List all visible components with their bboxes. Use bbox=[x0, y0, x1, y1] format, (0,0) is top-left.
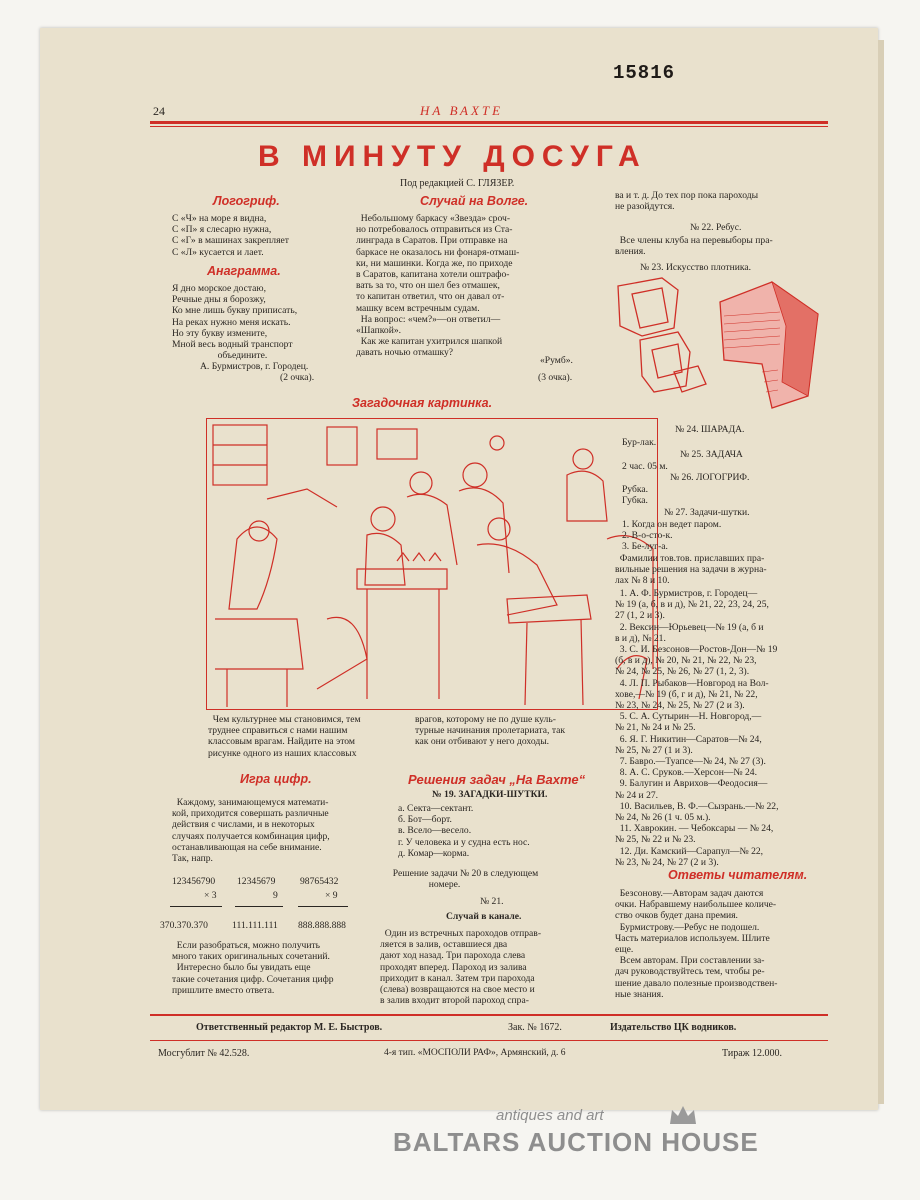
example-3-multiplier: × 9 bbox=[325, 890, 338, 901]
editor-line: Под редакцией С. ГЛЯЗЕР. bbox=[400, 178, 515, 189]
rebus-answer: Все члены клуба на перевыборы пра- вления. bbox=[615, 235, 773, 258]
anagramma-heading: Анаграмма. bbox=[207, 264, 281, 278]
illustration-drawing bbox=[207, 419, 657, 709]
example-2-number: 12345679 bbox=[237, 876, 276, 887]
solution-21-heading: № 21. bbox=[480, 896, 504, 907]
example-2-multiplier: 9 bbox=[273, 890, 278, 901]
inventory-stamp: 15816 bbox=[613, 62, 676, 84]
picture-heading: Загадочная картинка. bbox=[352, 396, 493, 410]
logogrif-text: С «Ч» на море я видна, С «П» я слесарю нужна, С «Г» в машинах закрепляет С «Л» кусается и лает. bbox=[172, 213, 289, 258]
example-3-result: 888.888.888 bbox=[298, 920, 346, 931]
header-rule-top bbox=[150, 121, 828, 124]
footer-circulation: Тираж 12.000. bbox=[722, 1048, 783, 1059]
solution-20-note: Решение задачи № 20 в следующем номере. bbox=[392, 868, 539, 891]
watermark-tagline: antiques and art bbox=[496, 1107, 604, 1124]
igra-text: Каждому, занимающемуся математи- кой, приходится совершать различные действия с числами, и в некоторых случаях получается комбинация цифр, останавливающая на себе внимание. Так, напр. bbox=[172, 797, 330, 865]
answer-27: 1. Когда он ведет паром. 2. В-о-сто-к. 3. Бе-луг-а. bbox=[622, 519, 722, 553]
answer-25-heading: № 25. ЗАДАЧА bbox=[680, 449, 743, 460]
picture-caption-right: врагов, которому не по душе куль- турные начинания пролетариата, так как они отбивают у него доходы. bbox=[415, 714, 566, 748]
solution-21-text: Один из встречных пароходов отправ- ляется в залив, оставшиеся два дают ход назад. Три парохода слева проходят вперед. Пароход из залива приходит в канал. Затем три парохода (слева) возвращаются на свое место и в залив входит второй пароход спра- bbox=[380, 928, 542, 1007]
page-number: 24 bbox=[153, 104, 165, 118]
footer-editor: Ответственный редактор М. Е. Быстров. bbox=[196, 1022, 383, 1033]
answer-26: Рубка. Губка. bbox=[622, 484, 649, 507]
example-1-multiplier: × 3 bbox=[204, 890, 217, 901]
header-rule-bottom bbox=[150, 126, 828, 127]
solution-21-title: Случай в канале. bbox=[446, 911, 522, 922]
crown-icon bbox=[668, 1104, 698, 1128]
right-top-text: ва и т. д. До тех пор пока пароходы не разойдутся. bbox=[615, 190, 759, 213]
answer-24-heading: № 24. ШАРАДА. bbox=[675, 424, 745, 435]
footer-publisher: Издательство ЦК водников. bbox=[610, 1022, 737, 1033]
example-2-result: 111.111.111 bbox=[232, 920, 278, 931]
carpenter-puzzle-drawing bbox=[612, 276, 820, 414]
anagramma-points: (2 очка). bbox=[280, 372, 315, 383]
example-1-number: 123456790 bbox=[172, 876, 216, 887]
volga-heading: Случай на Волге. bbox=[420, 194, 529, 208]
footer-rule bbox=[150, 1014, 828, 1016]
example-2-line bbox=[235, 906, 283, 907]
anagramma-text: Я дно морское достаю, Речные дны я борозжу, Ко мне лишь букву приписать, На реках нужно меня искать. Но эту букву измените, Мной весь водный транспорт объедините. bbox=[172, 283, 298, 362]
answer-26-heading: № 26. ЛОГОГРИФ. bbox=[670, 472, 750, 483]
footer-order: Зак. № 1672. bbox=[508, 1022, 562, 1033]
footer-rule-2 bbox=[150, 1040, 828, 1041]
answer-27-heading: № 27. Задачи-шутки. bbox=[664, 507, 750, 518]
running-head: НА ВАХТЕ bbox=[420, 103, 504, 118]
carpenter-heading: № 23. Искусство плотника. bbox=[640, 262, 752, 273]
volga-author: «Румб». bbox=[540, 355, 573, 366]
igra-conclusion: Если разобраться, можно получить много таких оригинальных сочетаний. Интересно было бы увидать еще такие сочетания цифр. Сочетания цифр пришлите вместо ответа. bbox=[172, 940, 334, 996]
rebus-heading: № 22. Ребус. bbox=[690, 222, 742, 233]
footer-mosgublit: Мосгублит № 42.528. bbox=[158, 1048, 250, 1059]
page-edge bbox=[878, 40, 884, 1104]
logogrif-heading: Логогриф. bbox=[213, 194, 280, 208]
example-1-line bbox=[170, 906, 222, 907]
example-1-result: 370.370.370 bbox=[160, 920, 208, 931]
footer-printer: 4-я тип. «МОСПОЛИ РАФ», Армянский, д. 6 bbox=[384, 1048, 566, 1058]
volga-text: Небольшому баркасу «Звезда» сроч- но потребовалось отправиться из Ста- линграда в Саратов. При отправке на баркасе не оказалось ни фонаря-отмаш- ки, ни машинки. Когда же, по приходе в Саратов, капитана хотели оштрафо- вать за то, что он шел без отмашек, то капитан ответил, что он давал от- машку всем встречным судам. На вопрос: «чем?»—он ответил— «Шапкой». Как же капитан ухитрился шапкой давать ночью отмашку? bbox=[356, 213, 520, 359]
answer-25: 2 час. 05 м. bbox=[622, 461, 668, 472]
example-3-number: 98765432 bbox=[300, 876, 339, 887]
solution-19-heading: № 19. ЗАГАДКИ-ШУТКИ. bbox=[432, 789, 548, 800]
answer-24: Бур-лак. bbox=[622, 437, 657, 448]
answers-heading: Ответы читателям. bbox=[668, 868, 808, 882]
picture-caption-left: Чем культурнее мы становимся, тем труднее справиться с нами нашим классовым врагам. Найдите на этом рисунке одного из наших классовых bbox=[208, 714, 361, 759]
igra-heading: Игра цифр. bbox=[240, 772, 312, 786]
example-3-line bbox=[298, 906, 348, 907]
answers-text: Безсонову.—Авторам задач даются очки. Набравшему наибольшее количе- ство очков будет дана премия. Бурмистрову.—Ребус не подошел. Часть материалов используем. Шлите еще. Всем авторам. При составлении за- дач руководствуйтесь тем, чтобы ре- шение давало полезные производствен- ные знания. bbox=[615, 888, 778, 1000]
solvers-intro: Фамилии тов.тов. приславших пра- вильные решения на задачи в журна- лах № 8 и 10. bbox=[615, 553, 767, 587]
anagramma-author: А. Бурмистров, г. Городец. bbox=[200, 361, 309, 372]
solution-19-text: а. Секта—сектант. б. Бот—борт. в. Всело—весело. г. У человека и у судна есть нос. д. Комар—корма. bbox=[398, 803, 530, 859]
riddle-illustration bbox=[206, 418, 658, 710]
volga-points: (3 очка). bbox=[538, 372, 573, 383]
watermark-brand: BALTARS AUCTION HOUSE bbox=[393, 1127, 759, 1157]
solvers-list: 1. А. Ф. Бурмистров, г. Городец— № 19 (а, б, в и д), № 21, 22, 23, 24, 25, 27 (1, 2 и 3). 2. Вексин—Юрьевец—№ 19 (а, б и в и д), № 21. 3. С. И. Безсонов—Ростов-Дон—№ 19 (б, в и д), № 20, № 21, № 22, № 23, № 24, № 25, № 26, № 27 (1, 2, 3). 4. Л. П. Рыбаков—Новгород на Вол- хове,—№ 19 (б, г и д), № 21, № 22, № 23, № 24, № 25, № 27 (2 и 3). 5. С. А. Сутырин—Н. Новгород,— № 21, № 24 и № 25. 6. Я. Г. Никитин—Саратов—№ 24, № 25, № 27 (1 и 3). 7. Бавро.—Туапсе—№ 24, № 27 (3). 8. А. С. Сруков.—Херсон—№ 24. 9. Балугин и Аврихов—Феодосия— № 24 и 27. 10. Васильев, В. Ф.—Сызрань.—№ 22, № 24, № 26 (1 ч. 05 м.). 11. Хаврокин. — Чебоксары — № 24, № 25, № 22 и № 23. 12. Ди. Камский—Сарапул—№ 22, № 23, № 24, № 27 (2 и 3). bbox=[615, 588, 779, 868]
solutions-heading: Решения задач „На Вахте“ bbox=[408, 772, 586, 787]
page-title: В МИНУТУ ДОСУГА bbox=[258, 140, 647, 173]
